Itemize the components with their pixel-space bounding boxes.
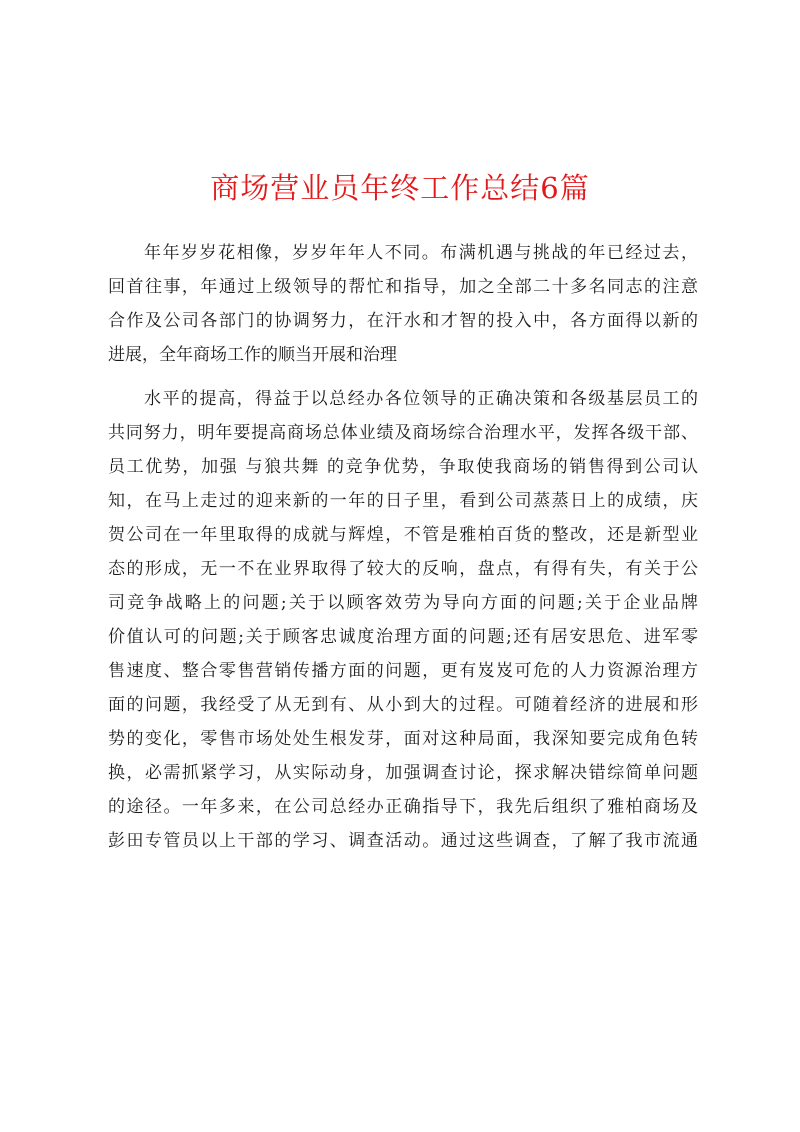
paragraph-2 bbox=[108, 382, 698, 858]
paragraph-line: 势的变化，零售市场处处生根发芽，面对这种局面，我深知要完成角色转 bbox=[108, 729, 698, 749]
paragraph-line: 知，在马上走过的迎来新的一年的日子里，看到公司蒸蒸日上的成绩，庆 bbox=[108, 491, 698, 511]
paragraph-line: 进展，全年商场工作的顺当开展和治理 bbox=[108, 345, 397, 365]
paragraph-line: 的途径。一年多来，在公司总经办正确指导下，我先后组织了雅柏商场及 bbox=[108, 797, 698, 817]
paragraph-line: 司竞争战略上的问题;关于以顾客效劳为导向方面的问题;关于企业品牌 bbox=[108, 593, 698, 613]
paragraph-line: 价值认可的问题;关于顾客忠诚度治理方面的问题;还有居安思危、进军零 bbox=[108, 627, 698, 647]
paragraph-line: 年年岁岁花相像，岁岁年年人不同。布满机遇与挑战的年已经过去， bbox=[144, 243, 698, 263]
paragraph-line: 贺公司在一年里取得的成就与辉煌，不管是雅柏百货的整改，还是新型业 bbox=[108, 525, 698, 545]
paragraph-line: 面的问题，我经受了从无到有、从小到大的过程。可随着经济的进展和形 bbox=[108, 695, 698, 715]
paragraph-line: 员工优势，加强 与狼共舞 的竞争优势，争取使我商场的销售得到公司认 bbox=[108, 457, 698, 477]
paragraph-line: 换，必需抓紧学习，从实际动身，加强调查讨论，探求解决错综简单问题 bbox=[108, 763, 698, 783]
paragraph-1 bbox=[108, 236, 698, 372]
paragraph-line: 回首往事，年通过上级领导的帮忙和指导，加之全部二十多名同志的注意 bbox=[108, 277, 698, 297]
paragraph-line: 态的形成，无一不在业界取得了较大的反响，盘点，有得有失，有关于公 bbox=[108, 559, 698, 579]
paragraph-line: 共同努力，明年要提高商场总体业绩及商场综合治理水平，发挥各级干部、 bbox=[108, 423, 698, 443]
paragraph-line: 售速度、整合零售营销传播方面的问题，更有岌岌可危的人力资源治理方 bbox=[108, 661, 698, 681]
document-body bbox=[108, 236, 698, 868]
paragraph-line: 水平的提高，得益于以总经办各位领导的正确决策和各级基层员工的 bbox=[144, 389, 698, 409]
paragraph-line: 合作及公司各部门的协调努力，在汗水和才智的投入中，各方面得以新的 bbox=[108, 311, 698, 331]
paragraph-line: 彭田专管员以上干部的学习、调查活动。通过这些调查，了解了我市流通 bbox=[108, 831, 698, 851]
document-title: 商场营业员年终工作总结6篇 bbox=[210, 171, 590, 205]
